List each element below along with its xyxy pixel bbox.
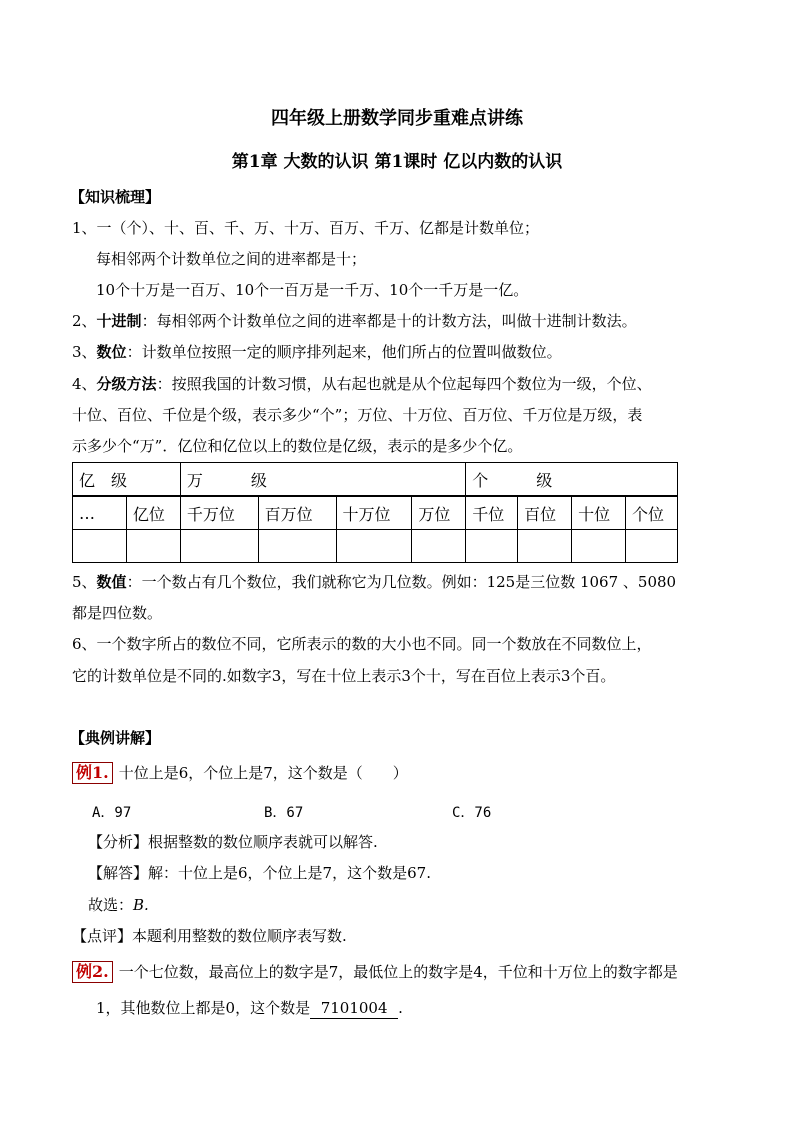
- knowledge-3: [72, 342, 562, 362]
- empty-cell: [258, 530, 336, 563]
- example-1-option-c: C．76: [452, 805, 492, 821]
- empty-cell: [180, 530, 258, 563]
- place-cell: 千位: [466, 496, 518, 530]
- empty-cell: [73, 530, 127, 563]
- knowledge-3-term: 数位: [96, 343, 127, 361]
- knowledge-2-num: 2、: [72, 312, 97, 330]
- example-2-text-end: .: [398, 999, 403, 1017]
- knowledge-4-term: 分级方法: [96, 375, 157, 393]
- section-knowledge-heading: 【知识梳理】: [70, 188, 161, 206]
- analysis-text: 根据整数的数位顺序表就可以解答.: [148, 833, 378, 851]
- example-1-question: [72, 762, 408, 784]
- knowledge-2-term: 十进制: [96, 312, 142, 330]
- comment-text: 本题利用整数的数位顺序表写数.: [132, 927, 347, 945]
- knowledge-5-line-1: [72, 572, 676, 592]
- section-examples-heading: 【典例讲解】: [70, 729, 161, 747]
- knowledge-4-line-1: [72, 374, 652, 394]
- example-1-question-text: 十位上是6，个位上是7，这个数是（ ）: [118, 764, 408, 782]
- knowledge-5-num: 5、: [72, 573, 97, 591]
- example-1-answer: [88, 863, 431, 883]
- knowledge-2: [72, 311, 637, 331]
- knowledge-1-line-2: 每相邻两个计数单位之间的进率都是十；: [96, 250, 367, 268]
- answer-tag: 【解答】: [88, 864, 149, 882]
- knowledge-5-line-2: 都是四位数。: [72, 604, 163, 622]
- knowledge-2-text: ：每相邻两个计数单位之间的进率都是十的计数方法，叫做十进制计数法。: [141, 312, 637, 330]
- empty-cell: [412, 530, 466, 563]
- example-1-comment: [72, 926, 347, 946]
- example-1-label: 例1.: [72, 762, 113, 784]
- example-1-choice: [88, 895, 149, 915]
- knowledge-1-line-1: 1、一（个）、十、百、千、万、十万、百万、千万、亿都是计数单位；: [72, 219, 540, 237]
- knowledge-6-line-1: 6、一个数字所占的数位不同，它所表示的数的大小也不同。同一个数放在不同数位上，: [72, 635, 652, 653]
- knowledge-4-num: 4、: [72, 375, 97, 393]
- knowledge-4-line-2: 十位、百位、千位是个级，表示多少“个”；万位、十万位、百万位、千万位是万级，表: [72, 406, 643, 424]
- place-cell: 十位: [572, 496, 626, 530]
- example-2-label: 例2.: [72, 961, 113, 983]
- empty-cell: [336, 530, 412, 563]
- knowledge-5-text-1: ：一个数占有几个数位，我们就称它为几位数。例如：125是三位数 1067 、5080: [126, 573, 677, 591]
- knowledge-6-line-2: 它的计数单位是不同的.如数字3，写在十位上表示3个十，写在百位上表示3个百。: [72, 667, 616, 685]
- place-cell: …: [73, 496, 127, 530]
- knowledge-5-term: 数值: [96, 573, 127, 591]
- empty-cell: [518, 530, 572, 563]
- analysis-tag: 【分析】: [88, 833, 149, 851]
- choice-prefix: 故选：: [88, 896, 134, 914]
- group-wan: 万 级: [180, 463, 465, 497]
- empty-cell: [572, 530, 626, 563]
- example-1-option-b: B．67: [264, 805, 304, 821]
- example-2-answer: 7101004: [310, 998, 398, 1019]
- empty-cell: [625, 530, 677, 563]
- empty-cell: [466, 530, 518, 563]
- knowledge-3-text: ：计数单位按照一定的顺序排列起来，他们所占的位置叫做数位。: [126, 343, 562, 361]
- knowledge-4-line-3: 示多少个“万”．亿位和亿位以上的数位是亿级，表示的是多少个亿。: [72, 437, 523, 455]
- example-2-line-1: [72, 961, 678, 983]
- place-cell: 亿位: [126, 496, 180, 530]
- choice-value: B.: [133, 896, 149, 914]
- example-2-line-2: [96, 998, 403, 1019]
- example-1-analysis: [88, 832, 378, 852]
- place-cell: 个位: [625, 496, 677, 530]
- place-cell: 十万位: [336, 496, 412, 530]
- example-2-text-2: 1，其他数位上都是0，这个数是: [96, 999, 311, 1017]
- group-ge: 个 级: [466, 463, 678, 497]
- knowledge-4-text-1: ：按照我国的计数习惯，从右起也就是从个位起每四个数位为一级，个位、: [156, 375, 652, 393]
- place-cell: 千万位: [180, 496, 258, 530]
- place-cell: 万位: [412, 496, 466, 530]
- knowledge-1-line-3: 10个十万是一百万、10个一百万是一千万、10个一千万是一亿。: [96, 281, 529, 299]
- page-title: 四年级上册数学同步重难点讲练: [271, 108, 523, 129]
- comment-tag: 【点评】: [72, 927, 133, 945]
- example-2-text-1: 一个七位数，最高位上的数字是7，最低位上的数字是4，千位和十万位上的数字都是: [118, 963, 678, 981]
- place-value-table: [72, 462, 678, 563]
- example-1-option-a: A．97: [92, 805, 132, 821]
- chapter-subtitle: 第1章 大数的认识 第1课时 亿以内数的认识: [231, 152, 563, 172]
- knowledge-3-num: 3、: [72, 343, 97, 361]
- empty-cell: [126, 530, 180, 563]
- place-cell: 百位: [518, 496, 572, 530]
- place-cell: 百万位: [258, 496, 336, 530]
- answer-text: 解：十位上是6，个位上是7，这个数是67.: [148, 864, 431, 882]
- group-yi: 亿 级: [73, 463, 181, 497]
